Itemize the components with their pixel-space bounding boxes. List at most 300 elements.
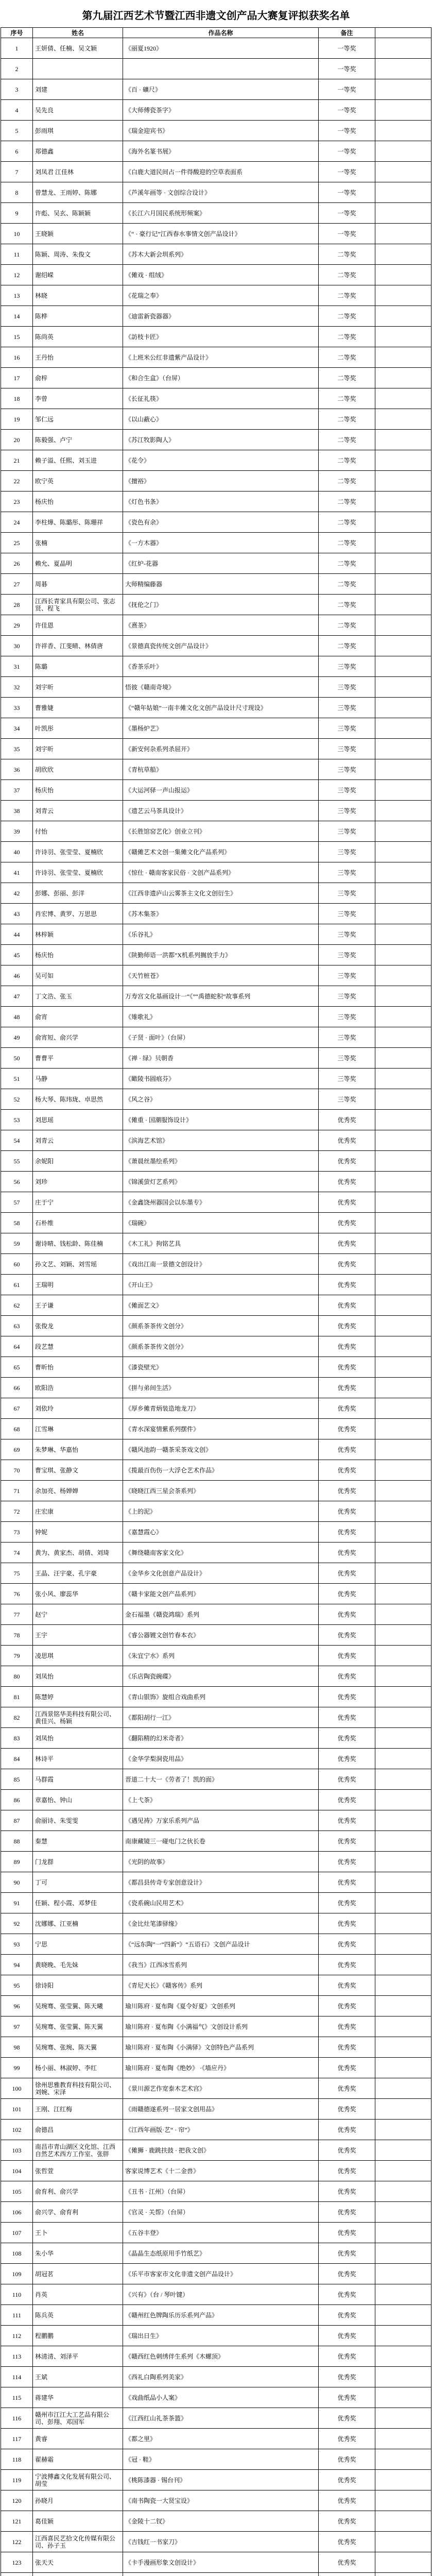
award-level: 一等奖 bbox=[319, 59, 375, 79]
table-row bbox=[1, 512, 431, 533]
winner-names: 欧宁英 bbox=[33, 471, 123, 492]
table-row bbox=[1, 2037, 431, 2058]
row-number: 33 bbox=[1, 698, 33, 718]
row-number: 22 bbox=[1, 471, 33, 492]
winner-names: 许彪、吴玄、陈颖颖 bbox=[33, 203, 123, 224]
award-level: 三等奖 bbox=[319, 780, 375, 801]
table-row bbox=[1, 615, 431, 636]
table-row bbox=[1, 1975, 431, 1996]
winner-names: 秦慧 bbox=[33, 1831, 123, 1852]
award-level: 优秀奖 bbox=[319, 2161, 375, 2181]
work-title: 《苏江牧影陶人》 bbox=[123, 430, 319, 450]
row-number: 57 bbox=[1, 1192, 33, 1213]
winner-names: 吴琬骞、张莹翼、陈天翼 bbox=[33, 2016, 123, 2037]
work-title: 《青水深宴情紫系列摆件》 bbox=[123, 1419, 319, 1439]
table-row bbox=[1, 924, 431, 945]
empty-cell bbox=[375, 1831, 431, 1852]
table-row bbox=[1, 2532, 431, 2552]
row-number bbox=[1, 2573, 33, 2576]
row-number: 16 bbox=[1, 347, 33, 368]
row-number: 56 bbox=[1, 1172, 33, 1192]
empty-cell bbox=[375, 2367, 431, 2387]
row-number: 79 bbox=[1, 1646, 33, 1666]
work-title: 《瑞金迎宾书》 bbox=[123, 121, 319, 141]
work-title: 《瞰陵书圆痕芬》 bbox=[123, 1069, 319, 1089]
work-title: 《赣州红色牌陶乐历乐系列产品》 bbox=[123, 2305, 319, 2326]
header-no: 序号 bbox=[1, 28, 33, 38]
winner-names: 孙文艺、刘颖、刘雪瑶 bbox=[33, 1254, 123, 1275]
award-level: 三等奖 bbox=[319, 1089, 375, 1110]
winner-names: 刘凤怡 bbox=[33, 1728, 123, 1749]
empty-cell bbox=[375, 965, 431, 986]
winner-names bbox=[33, 2573, 123, 2576]
table-row bbox=[1, 1316, 431, 1336]
row-number: 106 bbox=[1, 2202, 33, 2223]
empty-cell bbox=[375, 1130, 431, 1151]
award-level: 优秀奖 bbox=[319, 1604, 375, 1625]
row-number: 54 bbox=[1, 1130, 33, 1151]
row-number: 40 bbox=[1, 842, 33, 862]
empty-cell bbox=[375, 615, 431, 636]
winner-names: 谢绍嵘 bbox=[33, 265, 123, 285]
table-row bbox=[1, 595, 431, 615]
row-number: 36 bbox=[1, 759, 33, 780]
table-row bbox=[1, 2511, 431, 2532]
work-title: 《都之里》 bbox=[123, 2429, 319, 2449]
table-row bbox=[1, 327, 431, 347]
award-level: 三等奖 bbox=[319, 862, 375, 883]
award-level: 二等奖 bbox=[319, 636, 375, 656]
empty-cell bbox=[375, 636, 431, 656]
table-row bbox=[1, 1501, 431, 1522]
work-title: 《长征礼筷》 bbox=[123, 388, 319, 409]
empty-cell bbox=[375, 265, 431, 285]
award-level: 三等奖 bbox=[319, 1048, 375, 1069]
row-number: 53 bbox=[1, 1110, 33, 1130]
empty-cell bbox=[375, 1007, 431, 1027]
empty-cell bbox=[375, 1728, 431, 1749]
work-title: 《长胜馆窑艺化》创业立刊》 bbox=[123, 821, 319, 842]
work-title: 《苏木集茶》 bbox=[123, 904, 319, 924]
table-row bbox=[1, 2470, 431, 2490]
award-level: 一等奖 bbox=[319, 141, 375, 162]
empty-cell bbox=[375, 1172, 431, 1192]
empty-cell bbox=[375, 553, 431, 574]
award-level: 二等奖 bbox=[319, 533, 375, 553]
row-number: 71 bbox=[1, 1481, 33, 1501]
winner-names: 刘建 bbox=[33, 79, 123, 100]
award-level: 优秀奖 bbox=[319, 1213, 375, 1233]
winner-names: 程鹏鹏 bbox=[33, 2326, 123, 2346]
table-row bbox=[1, 1852, 431, 1872]
table-header-row bbox=[1, 28, 431, 38]
award-level: 优秀奖 bbox=[319, 1192, 375, 1213]
winner-names: 南昌市青山湖区文化馆、江西自然艺术西方工作室、张胖 bbox=[33, 2140, 123, 2161]
table-row bbox=[1, 100, 431, 121]
empty-cell bbox=[375, 780, 431, 801]
work-title: 《冠 · 鞋》 bbox=[123, 2449, 319, 2470]
work-title: 晋道二十大一《劳者了！凯的面》 bbox=[123, 1769, 319, 1790]
empty-cell bbox=[375, 1522, 431, 1543]
row-number: 80 bbox=[1, 1666, 33, 1687]
winner-names: 黄睿 bbox=[33, 2429, 123, 2449]
award-level: 二等奖 bbox=[319, 450, 375, 471]
winner-names: 肖英 bbox=[33, 2284, 123, 2305]
row-number: 109 bbox=[1, 2264, 33, 2284]
table-row bbox=[1, 1378, 431, 1398]
work-title: 《瑞出日生》 bbox=[123, 2326, 319, 2346]
table-row bbox=[1, 1172, 431, 1192]
award-level: 优秀奖 bbox=[319, 1749, 375, 1769]
work-title: 瑜川陈府 · 夏布陶《小满驿》文创特色产品系列 bbox=[123, 2037, 319, 2058]
row-number: 41 bbox=[1, 862, 33, 883]
empty-cell bbox=[375, 38, 431, 59]
award-level: 优秀奖 bbox=[319, 1872, 375, 1893]
empty-cell bbox=[375, 677, 431, 698]
winner-names: 林诗平 bbox=[33, 1749, 123, 1769]
work-title: 《抚伦之门》 bbox=[123, 595, 319, 615]
work-title: 《芦溪年画等 · 文创综合设计》 bbox=[123, 182, 319, 203]
empty-cell bbox=[375, 2037, 431, 2058]
winner-names: 宁思 bbox=[33, 1934, 123, 1955]
table-row bbox=[1, 1769, 431, 1790]
empty-cell bbox=[375, 1110, 431, 1130]
winner-names: 俞育利、俞兴学 bbox=[33, 2181, 123, 2202]
row-number: 3 bbox=[1, 79, 33, 100]
award-level: 优秀奖 bbox=[319, 1790, 375, 1810]
award-level: 二等奖 bbox=[319, 409, 375, 430]
work-title: 《遗艺云马茶具设计》 bbox=[123, 801, 319, 821]
award-level: 二等奖 bbox=[319, 368, 375, 388]
winner-names: 刘宇昕 bbox=[33, 739, 123, 759]
winner-names: 郑德鑫 bbox=[33, 141, 123, 162]
winner-names: 任颖、程小霞、邓梦佳 bbox=[33, 1893, 123, 1913]
empty-cell bbox=[375, 1975, 431, 1996]
work-title: 《颜系茶茶传文创分》 bbox=[123, 1316, 319, 1336]
empty-cell bbox=[375, 2387, 431, 2408]
award-level: 二等奖 bbox=[319, 306, 375, 327]
row-number: 75 bbox=[1, 1563, 33, 1584]
empty-cell bbox=[375, 1213, 431, 1233]
row-number: 119 bbox=[1, 2470, 33, 2490]
work-title: 《青尼天长》《赣客传》系列 bbox=[123, 1975, 319, 1996]
empty-cell bbox=[375, 1254, 431, 1275]
award-level bbox=[319, 2573, 375, 2576]
work-title: 《吉钱红一书家刀》 bbox=[123, 2532, 319, 2552]
empty-cell bbox=[375, 1439, 431, 1460]
work-title: 《“远东陶”一“四新”》“五语石》文创产品设计 bbox=[123, 1934, 319, 1955]
award-level: 优秀奖 bbox=[319, 1110, 375, 1130]
table-row bbox=[1, 759, 431, 780]
winner-names: 刘青云 bbox=[33, 1130, 123, 1151]
award-level: 优秀奖 bbox=[319, 1316, 375, 1336]
award-level: 优秀奖 bbox=[319, 1955, 375, 1975]
empty-cell bbox=[375, 1192, 431, 1213]
winner-names: 朱梦琳、华嘉怡 bbox=[33, 1439, 123, 1460]
empty-cell bbox=[375, 1069, 431, 1089]
work-title: 《拼与弟间生活》 bbox=[123, 1378, 319, 1398]
row-number: 98 bbox=[1, 2037, 33, 2058]
work-title: 瑜川陈府 · 夏布陶《小满福气》文创设计系列 bbox=[123, 2016, 319, 2037]
work-title: 《花瑞之奉》 bbox=[123, 285, 319, 306]
table-row bbox=[1, 1439, 431, 1460]
work-title: 《瑞碗》 bbox=[123, 1213, 319, 1233]
work-title bbox=[123, 59, 319, 79]
work-title: 《卡手漫画形象文创设计》 bbox=[123, 2552, 319, 2573]
empty-cell bbox=[375, 821, 431, 842]
work-title: 瑜川陈府 · 夏布陶《绝妙》 ·《墙应丹》 bbox=[123, 2058, 319, 2078]
empty-cell bbox=[375, 1089, 431, 1110]
empty-cell bbox=[375, 2202, 431, 2223]
table-row bbox=[1, 1295, 431, 1316]
work-title: 《傩重 · 国潮服饰设计》 bbox=[123, 1110, 319, 1130]
table-row bbox=[1, 1584, 431, 1604]
empty-cell bbox=[375, 1913, 431, 1934]
empty-cell bbox=[375, 533, 431, 553]
award-level: 优秀奖 bbox=[319, 2408, 375, 2429]
work-title: 《兴有》（台 / 琴叶键） bbox=[123, 2284, 319, 2305]
empty-cell bbox=[375, 512, 431, 533]
table-row bbox=[1, 945, 431, 965]
winner-names: 丁文浩、张玉 bbox=[33, 986, 123, 1007]
work-title: 《都阳胡行一江》 bbox=[123, 1707, 319, 1728]
row-number: 70 bbox=[1, 1460, 33, 1481]
award-level: 优秀奖 bbox=[319, 2243, 375, 2264]
table-row bbox=[1, 1604, 431, 1625]
work-title: 《雨赣德遂系列一居家文创用品》 bbox=[123, 2099, 319, 2120]
table-row bbox=[1, 1007, 431, 1027]
winner-names: 林晓 bbox=[33, 285, 123, 306]
winner-names: 张哲萱 bbox=[33, 2161, 123, 2181]
winner-names: 胡冠茗 bbox=[33, 2264, 123, 2284]
table-row bbox=[1, 1275, 431, 1295]
award-level: 优秀奖 bbox=[319, 1769, 375, 1790]
award-level: 优秀奖 bbox=[319, 2367, 375, 2387]
empty-cell bbox=[375, 2511, 431, 2532]
award-level: 优秀奖 bbox=[319, 2305, 375, 2326]
winner-names: 马静 bbox=[33, 1069, 123, 1089]
row-number: 18 bbox=[1, 388, 33, 409]
empty-cell bbox=[375, 2305, 431, 2326]
work-title: 《我当》江西冰雪系列 bbox=[123, 1955, 319, 1975]
row-number: 47 bbox=[1, 986, 33, 1007]
row-number: 107 bbox=[1, 2223, 33, 2243]
table-row bbox=[1, 38, 431, 59]
award-level: 二等奖 bbox=[319, 327, 375, 347]
table-row bbox=[1, 471, 431, 492]
table-row bbox=[1, 574, 431, 595]
row-number: 114 bbox=[1, 2367, 33, 2387]
table-row bbox=[1, 285, 431, 306]
award-level: 三等奖 bbox=[319, 821, 375, 842]
award-level: 优秀奖 bbox=[319, 2140, 375, 2161]
empty-cell bbox=[375, 1316, 431, 1336]
empty-cell bbox=[375, 1749, 431, 1769]
empty-cell bbox=[375, 430, 431, 450]
row-number: 29 bbox=[1, 615, 33, 636]
row-number: 113 bbox=[1, 2346, 33, 2367]
table-row bbox=[1, 182, 431, 203]
award-level: 二等奖 bbox=[319, 244, 375, 265]
empty-cell bbox=[375, 656, 431, 677]
work-title: 《乐店陶瓷碗碟》 bbox=[123, 1666, 319, 1687]
work-title: 《风之谷》 bbox=[123, 1089, 319, 1110]
winner-names: 王妍倩、任楠、吴文颖 bbox=[33, 38, 123, 59]
award-level: 三等奖 bbox=[319, 1069, 375, 1089]
table-row bbox=[1, 2223, 431, 2243]
work-title: 《香茶乐叶》 bbox=[123, 656, 319, 677]
table-row bbox=[1, 2016, 431, 2037]
award-level: 优秀奖 bbox=[319, 2202, 375, 2223]
work-title: 《江西非遗庐山云雾茶主文化文创衍生》 bbox=[123, 883, 319, 904]
work-title bbox=[123, 2573, 319, 2576]
award-level: 优秀奖 bbox=[319, 2326, 375, 2346]
empty-cell bbox=[375, 2078, 431, 2099]
table-row bbox=[1, 904, 431, 924]
winner-names: 胡欣欣 bbox=[33, 759, 123, 780]
table-row bbox=[1, 224, 431, 244]
winner-names: 曹宝琪、张静文 bbox=[33, 1460, 123, 1481]
work-title: 《瓷色有余》 bbox=[123, 512, 319, 533]
work-title: 《大师傅瓷茶字》 bbox=[123, 100, 319, 121]
table-row bbox=[1, 1893, 431, 1913]
work-title: 《开山王》 bbox=[123, 1275, 319, 1295]
empty-cell bbox=[375, 1707, 431, 1728]
table-row bbox=[1, 2078, 431, 2099]
row-number: 115 bbox=[1, 2387, 33, 2408]
winner-names: 刘凤君 江佳林 bbox=[33, 162, 123, 182]
work-title: 万寿宫文化基画设计一“《”“禹德蛇积”故事系列 bbox=[123, 986, 319, 1007]
table-row bbox=[1, 883, 431, 904]
table-row bbox=[1, 121, 431, 141]
row-number: 92 bbox=[1, 1913, 33, 1934]
work-title: 《都昌县传奇专家创意设计》 bbox=[123, 1872, 319, 1893]
work-title: 《傩戏 · 组绒》 bbox=[123, 265, 319, 285]
table-row bbox=[1, 2449, 431, 2470]
table-row bbox=[1, 1357, 431, 1378]
row-number: 28 bbox=[1, 595, 33, 615]
row-number: 8 bbox=[1, 182, 33, 203]
table-row bbox=[1, 821, 431, 842]
table-row bbox=[1, 2161, 431, 2181]
work-title: 《墨杨炉艺》 bbox=[123, 718, 319, 739]
work-title: 《大运河驿一声山报运》 bbox=[123, 780, 319, 801]
winner-names: 江雪琳 bbox=[33, 1419, 123, 1439]
empty-cell bbox=[375, 368, 431, 388]
winner-names: 林清清、刘泽平 bbox=[33, 2346, 123, 2367]
winner-names: 陈颖、周涛、朱俊文 bbox=[33, 244, 123, 265]
row-number: 101 bbox=[1, 2099, 33, 2120]
award-level: 二等奖 bbox=[319, 347, 375, 368]
award-level: 优秀奖 bbox=[319, 1378, 375, 1398]
winner-names: 沈娜娜、江亚楠 bbox=[33, 1913, 123, 1934]
row-number: 52 bbox=[1, 1089, 33, 1110]
winner-names: 王丹怡 bbox=[33, 347, 123, 368]
row-number: 7 bbox=[1, 162, 33, 182]
award-level: 二等奖 bbox=[319, 553, 375, 574]
empty-cell bbox=[375, 801, 431, 821]
row-number: 17 bbox=[1, 368, 33, 388]
row-number: 102 bbox=[1, 2120, 33, 2140]
row-number: 1 bbox=[1, 38, 33, 59]
award-level: 优秀奖 bbox=[319, 1275, 375, 1295]
work-title: 《惊仕 · 赣南客家民俗 · 文创产品系列》 bbox=[123, 862, 319, 883]
award-level: 优秀奖 bbox=[319, 1501, 375, 1522]
row-number: 9 bbox=[1, 203, 33, 224]
award-level: 二等奖 bbox=[319, 512, 375, 533]
empty-cell bbox=[375, 1810, 431, 1831]
empty-cell bbox=[375, 2490, 431, 2511]
row-number: 120 bbox=[1, 2490, 33, 2511]
award-level: 一等奖 bbox=[319, 38, 375, 59]
winner-names: 孙晓月 bbox=[33, 2490, 123, 2511]
award-level: 优秀奖 bbox=[319, 2552, 375, 2573]
row-number: 97 bbox=[1, 2016, 33, 2037]
row-number: 10 bbox=[1, 224, 33, 244]
empty-cell bbox=[375, 1893, 431, 1913]
award-level: 三等奖 bbox=[319, 698, 375, 718]
empty-cell bbox=[375, 739, 431, 759]
award-level: 二等奖 bbox=[319, 615, 375, 636]
work-title: 《嘉慧霞心》 bbox=[123, 1522, 319, 1543]
winner-names: 俞梓 bbox=[33, 368, 123, 388]
winner-names: 马群霞 bbox=[33, 1769, 123, 1790]
winner-names: 葛佳颖 bbox=[33, 2511, 123, 2532]
table-row bbox=[1, 2326, 431, 2346]
empty-cell bbox=[375, 574, 431, 595]
winner-names: 黄晓晚、毛先妹 bbox=[33, 1955, 123, 1975]
award-level: 优秀奖 bbox=[319, 2120, 375, 2140]
award-level: 二等奖 bbox=[319, 595, 375, 615]
row-number: 68 bbox=[1, 1419, 33, 1439]
winner-names: 杨庆怡 bbox=[33, 780, 123, 801]
winner-names: 李曾 bbox=[33, 388, 123, 409]
empty-cell bbox=[375, 862, 431, 883]
row-number: 42 bbox=[1, 883, 33, 904]
empty-cell bbox=[375, 2099, 431, 2120]
table-row bbox=[1, 780, 431, 801]
row-number: 88 bbox=[1, 1831, 33, 1852]
table-row bbox=[1, 636, 431, 656]
empty-cell bbox=[375, 718, 431, 739]
award-level: 优秀奖 bbox=[319, 1831, 375, 1852]
empty-cell bbox=[375, 1419, 431, 1439]
row-number: 99 bbox=[1, 2058, 33, 2078]
empty-cell bbox=[375, 759, 431, 780]
table-row bbox=[1, 2264, 431, 2284]
empty-cell bbox=[375, 141, 431, 162]
award-level: 一等奖 bbox=[319, 182, 375, 203]
row-number: 100 bbox=[1, 2078, 33, 2099]
row-number: 43 bbox=[1, 904, 33, 924]
row-number: 11 bbox=[1, 244, 33, 265]
empty-cell bbox=[375, 2346, 431, 2367]
award-level: 优秀奖 bbox=[319, 2181, 375, 2202]
winner-names: 刘思瑶 bbox=[33, 1110, 123, 1130]
work-title: 《擅裕》 bbox=[123, 471, 319, 492]
award-level: 优秀奖 bbox=[319, 2264, 375, 2284]
row-number: 64 bbox=[1, 1336, 33, 1357]
row-number: 67 bbox=[1, 1398, 33, 1419]
winner-names: 门龙群 bbox=[33, 1852, 123, 1872]
winner-names: 欧阳浩 bbox=[33, 1378, 123, 1398]
award-level: 优秀奖 bbox=[319, 2284, 375, 2305]
empty-cell bbox=[375, 1996, 431, 2016]
winner-names: 许诗羽、张莹莹、夏楠欣 bbox=[33, 842, 123, 862]
winner-names: 曾慧龙、王雨婷、陈娜 bbox=[33, 182, 123, 203]
winner-names: 许佳恩 bbox=[33, 615, 123, 636]
row-number: 25 bbox=[1, 533, 33, 553]
